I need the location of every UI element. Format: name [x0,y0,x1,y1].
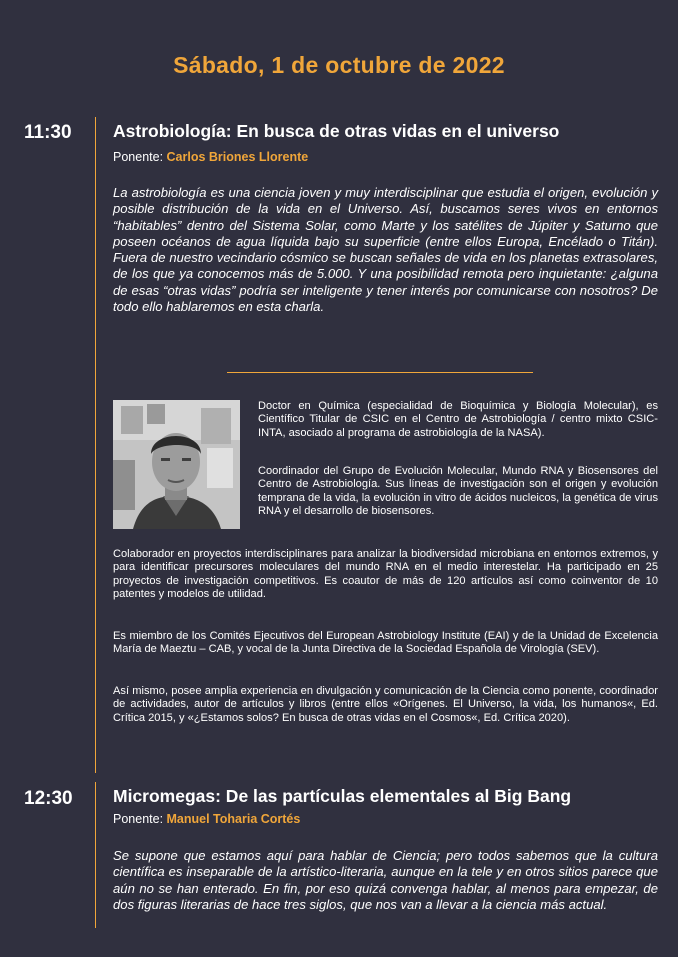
talk-1-speaker [113,150,308,164]
speaker-name: Manuel Toharia Cortés [166,812,301,826]
bio-paragraph-2: Coordinador del Grupo de Evolución Molecular, Mundo RNA y Biosensores del Centro de Astrobiología. Sus líneas de investigación son el origen y evolución temprana de la vida, la evolución in vitro de ácidos nucleicos, la genética de virus RNA y el desarrollo de biosensores. [258,465,658,518]
talk-1-abstract: La astrobiología es una ciencia joven y muy interdisciplinar que estudia el origen, evolución y posible distribución de la vida en el Universo. Así, buscamos seres vivos en entornos “habitables” dentro del Sistema Solar, como Marte y los satélites de Júpiter y Saturno que poseen océanos de agua líquida bajo su superficie (entre ellos Europa, Encélado o Titán). Fuera de nuestro vecindario cósmico se buscan señales de vida en los planetas extrasolares, de los que ya conocemos más de 5.000. Y una posibilidad remota pero inquietante: ¿alguna de esas “otras vidas” podría ser inteligente y tener interés por comunicarse con nosotros? De todo ello hablaremos en esta charla. [113,185,658,315]
talk-2-title: Micromegas: De las partículas elementales al Big Bang [113,786,572,806]
bio-paragraph-3: Colaborador en proyectos interdisciplinares para analizar la biodiversidad microbiana en entornos extremos, y para identificar precursores moleculares del mundo RNA en el medio interestelar. Ha participado en 25 proyectos de investigación competitivos. Es coautor de más de 120 artículos así como coinventor de 10 patentes y modelos de utilidad. [113,548,658,601]
talk-1-title: Astrobiología: En busca de otras vidas en el universo [113,121,560,141]
event-date: Sábado, 1 de octubre de 2022 [173,52,505,78]
talk-2-time: 12:30 [24,788,73,809]
bio-paragraph-1: Doctor en Química (especialidad de Bioquímica y Biología Molecular), es Científico Titular de CSIC en el Centro de Astrobiología / centro mixto CSIC-INTA, asociado al programa de astrobiología de la NASA). [258,400,658,439]
talk-2-divider [95,782,96,928]
speaker-label: Ponente: [113,150,167,164]
talk-1-divider [95,117,96,773]
speaker-name: Carlos Briones Llorente [166,150,309,164]
speaker-label: Ponente: [113,812,167,826]
talk-2-abstract: Se supone que estamos aquí para hablar de Ciencia; pero todos sabemos que la cultura científica es inseparable de la artístico-literaria, aunque en la tele y en otros sitios parece que aún no se han enterado. En fin, por eso quizá convenga hablar, al menos para empezar, de dos figuras literarias de hace tres siglos, que nos van a llevar a la ciencia más actual. [113,848,658,912]
talk-2-speaker [113,812,300,826]
speaker-photo [113,400,240,529]
bio-paragraph-4: Es miembro de los Comités Ejecutivos del European Astrobiology Institute (EAI) y de la Unidad de Excelencia María de Maeztu – CAB, y vocal de la Junta Directiva de la Sociedad Española de Virología (SEV). [113,630,658,656]
section-separator [227,372,533,373]
bio-paragraph-5: Así mismo, posee amplia experiencia en divulgación y comunicación de la Ciencia como ponente, coordinador de actividades, autor de artículos y libros (entre ellos «Orígenes. El Universo, la vida, los humanos«, Ed. Crítica 2015, y «¿Estamos solos? En busca de otras vidas en el Cosmos«, Ed. Crítica 2020). [113,685,658,724]
talk-1-time: 11:30 [24,122,72,143]
